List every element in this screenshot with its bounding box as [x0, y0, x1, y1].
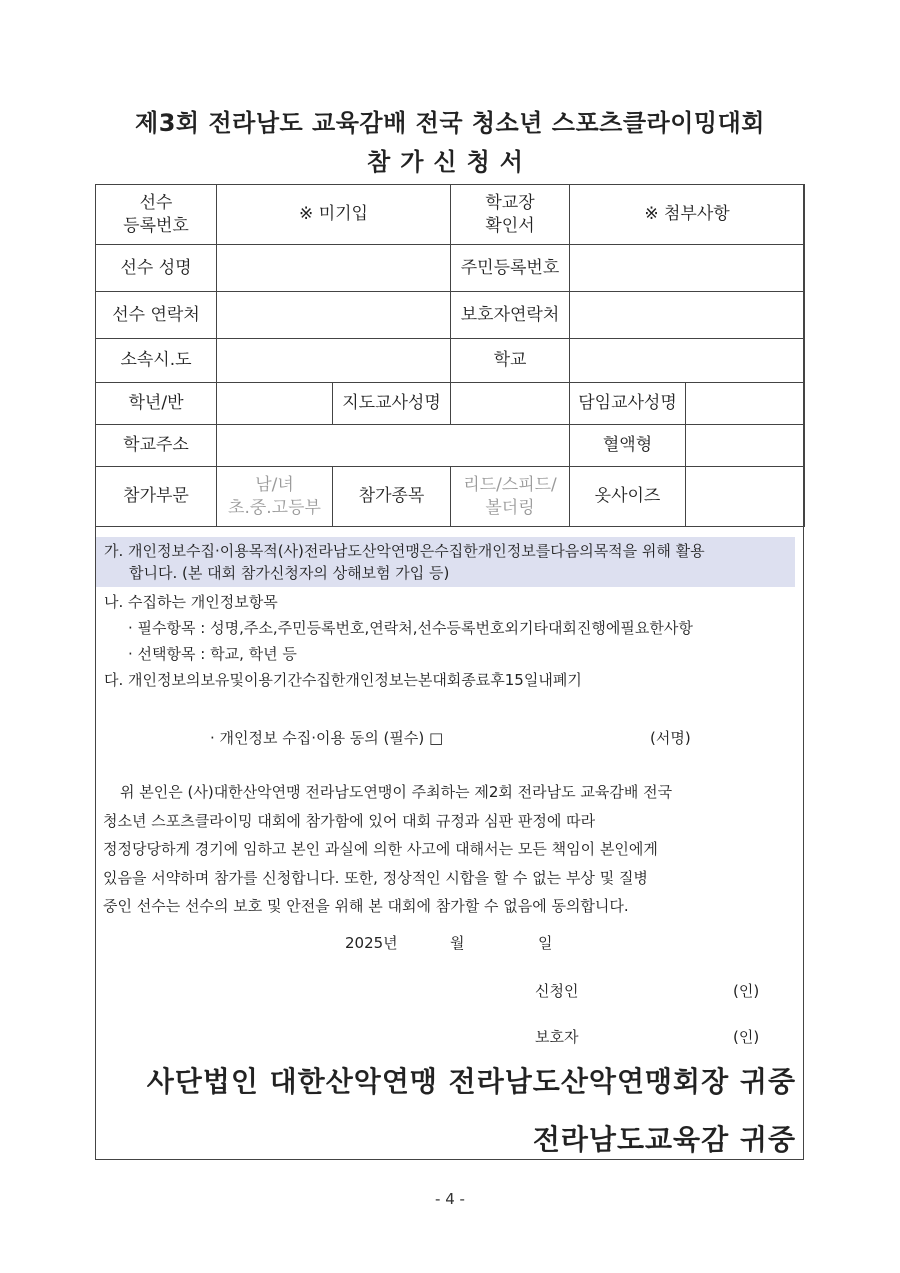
privacy-section: [96, 537, 803, 691]
table-row: [96, 425, 805, 467]
form-subtitle: 참가신청서: [367, 148, 533, 176]
table-row: [96, 245, 805, 292]
guardian-contact-field[interactable]: [570, 292, 805, 339]
guardian-seal[interactable]: (인): [733, 1028, 760, 1046]
athlete-reg-no-label: 선수 등록번호: [96, 185, 217, 245]
privacy-purpose: 가. 개인정보수집·이용목적(사)전라남도산악연맹은수집한개인정보를다음의목적을 위해 활용 합니다. (본 대회 참가신청자의 상해보험 가입 등): [96, 537, 795, 587]
shirt-size-field[interactable]: [686, 467, 805, 527]
consent-signature[interactable]: (서명): [650, 729, 691, 747]
page-number: - 4 -: [435, 1190, 465, 1208]
privacy-items-heading: 나. 수집하는 개인정보항목: [104, 593, 278, 611]
athlete-contact-label: 선수 연락처: [96, 292, 217, 339]
privacy-required-items: · 필수항목 : 성명,주소,주민등록번호,연락처,선수등록번호외기타대회진행에필요한사항: [128, 619, 693, 637]
form-title: 제3회 전라남도 교육감배 전국 청소년 스포츠클라이밍대회: [135, 109, 765, 137]
grade-class-field[interactable]: [217, 383, 333, 425]
shirt-size-label: 옷사이즈: [570, 467, 686, 527]
athlete-name-label: 선수 성명: [96, 245, 217, 292]
table-row: [96, 292, 805, 339]
date-day: 일: [538, 934, 553, 952]
athlete-reg-no-note: ※ 미기입: [217, 185, 451, 245]
region-field[interactable]: [217, 339, 451, 383]
school-address-label: 학교주소: [96, 425, 217, 467]
school-address-field[interactable]: [217, 425, 570, 467]
addressee-superintendent: 전라남도교육감 귀중: [532, 1123, 796, 1156]
application-table: [95, 184, 805, 527]
date-month: 월: [450, 934, 465, 952]
resident-no-field[interactable]: [570, 245, 805, 292]
event-field[interactable]: 리드/스피드/ 볼더링: [451, 467, 570, 527]
grade-class-label: 학년/반: [96, 383, 217, 425]
applicant-seal[interactable]: (인): [733, 982, 760, 1000]
athlete-contact-field[interactable]: [217, 292, 451, 339]
table-row: [96, 383, 805, 425]
division-label: 참가부문: [96, 467, 217, 527]
principal-confirm-note: ※ 첨부사항: [570, 185, 805, 245]
table-row: [96, 467, 805, 527]
privacy-retention: 다. 개인정보의보유및이용기간수집한개인정보는본대회종료후15일내폐기: [104, 671, 582, 689]
coach-name-label: 지도교사성명: [333, 383, 451, 425]
date-year: 2025년: [345, 934, 398, 952]
addressee-federation: 사단법인 대한산악연맹 전라남도산악연맹회장 귀중: [146, 1065, 796, 1098]
table-row: [96, 185, 805, 245]
school-label: 학교: [451, 339, 570, 383]
region-label: 소속시.도: [96, 339, 217, 383]
table-row: [96, 339, 805, 383]
consent-checkbox[interactable]: · 개인정보 수집·이용 동의 (필수) □: [210, 729, 444, 747]
privacy-optional-items: · 선택항목 : 학교, 학년 등: [128, 645, 297, 663]
guardian-contact-label: 보호자연락처: [451, 292, 570, 339]
blood-type-field[interactable]: [686, 425, 805, 467]
division-field[interactable]: 남/녀 초.중.고등부: [217, 467, 333, 527]
oath-paragraph: 위 본인은 (사)대한산악연맹 전라남도연맹이 주최하는 제2회 전라남도 교육감배 전국 청소년 스포츠클라이밍 대회에 참가함에 있어 대회 규정과 심판 판정에 따라 정정당당하게 경기에 임하고 본인 과실에 의한 사고에 대해서는 모든 책임이 본인에게 있음을 서약하며 참가를 신청합니다. 또한, 정상적인 시합을 할 수 없는 부상 및 질병 중인 선수는 선수의 보호 및 안전을 위해 본 대회에 참가할 수 없음에 동의합니다.: [103, 783, 673, 915]
resident-no-label: 주민등록번호: [451, 245, 570, 292]
school-field[interactable]: [570, 339, 805, 383]
homeroom-teacher-field[interactable]: [686, 383, 805, 425]
homeroom-teacher-label: 담임교사성명: [570, 383, 686, 425]
event-label: 참가종목: [333, 467, 451, 527]
guardian-label: 보호자: [535, 1028, 579, 1046]
coach-name-field[interactable]: [451, 383, 570, 425]
applicant-label: 신청인: [535, 982, 579, 1000]
blood-type-label: 혈액형: [570, 425, 686, 467]
principal-confirm-label: 학교장 확인서: [451, 185, 570, 245]
athlete-name-field[interactable]: [217, 245, 451, 292]
